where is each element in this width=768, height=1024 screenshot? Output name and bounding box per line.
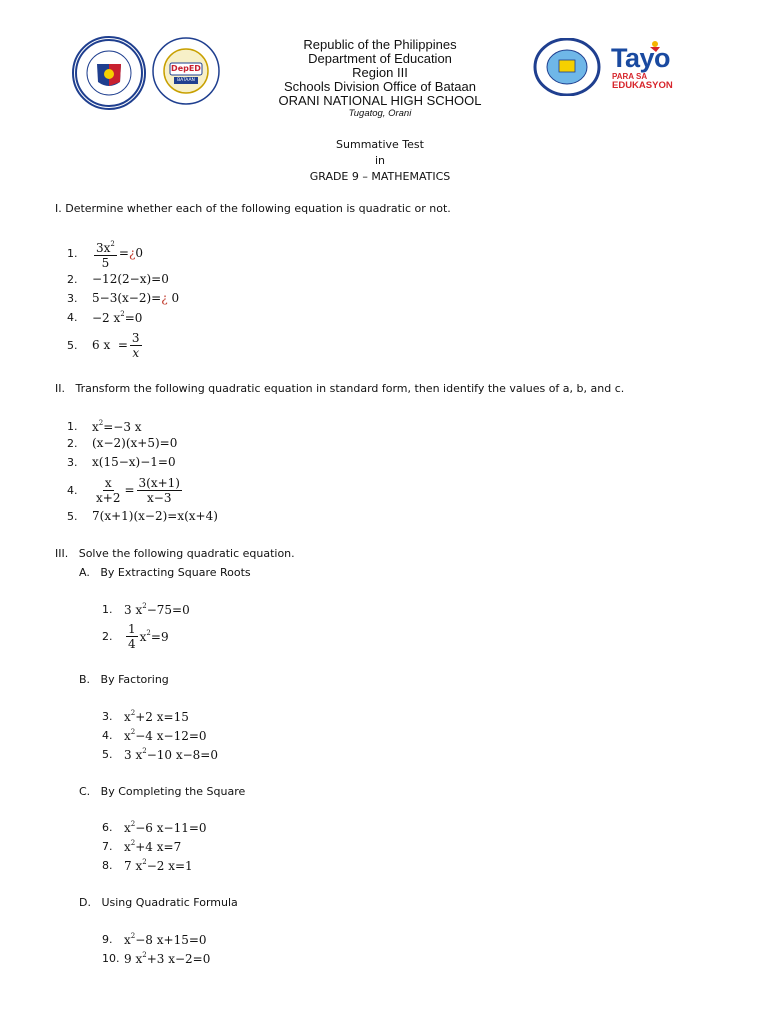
rest: −4 x−12=0	[135, 729, 207, 743]
fraction-left	[94, 476, 122, 505]
exponent: 2	[146, 628, 151, 637]
equation	[92, 419, 142, 434]
numerator: 3x	[96, 240, 111, 255]
part2-instruction: II. Transform the following quadratic equation in standard form, then identify the values of a, b, and c.	[55, 382, 625, 395]
exponent: 2	[98, 419, 104, 427]
rest: +3 x−2=0	[146, 952, 211, 966]
fraction	[130, 331, 142, 360]
item-number: 1.	[67, 420, 78, 433]
lhs: 6 x =	[92, 338, 128, 352]
fraction	[126, 622, 138, 651]
title-line2: in	[374, 154, 386, 167]
term: x	[124, 821, 131, 835]
item-number: 5.	[67, 338, 78, 352]
term: x	[124, 729, 131, 743]
header-line4: Schools Division Office of Bataan	[284, 79, 476, 94]
fraction	[94, 237, 117, 270]
part3-item-7	[102, 839, 181, 854]
numerator: x	[104, 475, 112, 490]
denominator: x+2	[96, 490, 121, 505]
part1-item-5	[67, 330, 144, 360]
tayo-sub2: EDUKASYON	[612, 80, 673, 91]
item-number: 3.	[67, 455, 78, 469]
header-address: Tugatog, Orani	[348, 108, 412, 119]
part3-item-2	[102, 620, 169, 652]
item-number: 7.	[102, 840, 113, 853]
item-number: 4.	[102, 729, 113, 742]
item-number: 4.	[67, 483, 78, 497]
term: 3 x	[124, 603, 143, 617]
letterhead	[230, 38, 530, 120]
rest: =−3 x	[103, 420, 142, 434]
tayo-logo	[610, 38, 700, 90]
item-number: 8.	[102, 859, 113, 872]
rest: −8 x+15=0	[135, 933, 207, 947]
equation	[124, 709, 189, 724]
exponent: 2	[130, 932, 136, 940]
part3-item-9	[102, 932, 207, 947]
equation	[140, 629, 169, 644]
rest: −6 x−11=0	[135, 821, 207, 835]
term: x	[124, 933, 131, 947]
rest: =0	[124, 311, 143, 325]
header-line5: ORANI NATIONAL HIGH SCHOOL	[278, 93, 482, 108]
item-number: 1.	[67, 246, 78, 260]
equation-rest	[119, 246, 143, 260]
part2-item-3	[67, 455, 176, 469]
equation	[92, 291, 179, 305]
term: x	[139, 629, 147, 644]
part3-item-4	[102, 728, 207, 743]
exponent: 2	[130, 709, 136, 717]
header-line1: Republic of the Philippines	[303, 37, 457, 52]
denominator: 4	[128, 636, 136, 651]
header-line2: Department of Education	[308, 51, 452, 66]
part2-item-2	[67, 436, 177, 450]
part1-instruction: I. Determine whether each of the following equation is quadratic or not.	[55, 202, 451, 215]
rest: −2 x=1	[146, 859, 193, 873]
exponent: 2	[120, 310, 125, 318]
equation	[124, 839, 181, 854]
title-line1: Summative Test	[336, 138, 424, 151]
equation	[124, 858, 193, 873]
deped-seal-logo	[72, 36, 146, 110]
part1-item-3	[67, 291, 179, 305]
equation	[124, 728, 207, 743]
term: 3 x	[124, 748, 143, 762]
item-number: 9.	[102, 933, 113, 946]
exponent: 2	[142, 747, 147, 755]
item-number: 3.	[67, 291, 78, 305]
deped-bataan-logo	[152, 37, 220, 105]
equation	[124, 951, 210, 966]
fraction-right	[137, 476, 182, 505]
exponent: 2	[110, 239, 115, 248]
item-number: 2.	[67, 436, 78, 450]
rest: −75=0	[146, 603, 190, 617]
equation-lhs: 5−3(x−2)=	[92, 291, 162, 305]
part3-item-5	[102, 747, 218, 762]
item-number: 3.	[102, 710, 113, 723]
exponent: 2	[142, 858, 147, 866]
rest: +2 x=15	[135, 710, 189, 724]
rest: −10 x−8=0	[146, 748, 218, 762]
equation	[124, 747, 218, 762]
term: −2 x	[92, 311, 121, 325]
part1-item-2	[67, 272, 169, 286]
item-number: 5.	[67, 509, 78, 523]
exponent: 2	[130, 820, 136, 828]
equation	[92, 310, 142, 325]
title-line3: GRADE 9 – MATHEMATICS	[309, 170, 451, 183]
part3-item-8	[102, 858, 193, 873]
equation: (x−2)(x+5)=0	[92, 436, 178, 450]
part2-item-1	[67, 419, 142, 434]
item-number: 10.	[102, 952, 120, 965]
part3-item-10	[102, 951, 210, 966]
part3-item-6	[102, 820, 207, 835]
bataan-label: BATAAN	[177, 78, 195, 83]
item-number: 6.	[102, 821, 113, 834]
part1-item-4	[67, 310, 142, 325]
rhs: 0	[167, 291, 180, 305]
part3-b-label: B. By Factoring	[79, 673, 169, 686]
part2-item-4	[67, 474, 184, 506]
exponent: 2	[142, 602, 147, 610]
equation	[124, 932, 207, 947]
term: x	[124, 710, 131, 724]
broken-glyph: ¿	[128, 246, 136, 260]
term: 7 x	[124, 859, 143, 873]
numerator: 3(x+1)	[138, 475, 180, 490]
school-seal-logo	[533, 38, 601, 96]
part3-item-1	[102, 602, 190, 617]
equation	[124, 602, 190, 617]
exponent: 2	[142, 951, 147, 959]
term: 9 x	[124, 952, 143, 966]
equation: 7(x+1)(x−2)=x(x+4)	[92, 509, 218, 523]
rest: +4 x=7	[135, 840, 182, 854]
item-number: 2.	[67, 272, 78, 286]
item-number: 2.	[102, 629, 113, 643]
item-number: 4.	[67, 311, 78, 324]
part3-instruction: III. Solve the following quadratic equation.	[55, 547, 295, 560]
part3-a-label: A. By Extracting Square Roots	[79, 566, 251, 579]
rest: =9	[150, 629, 169, 644]
broken-glyph: ¿	[161, 291, 168, 305]
item-number: 5.	[102, 748, 113, 761]
equals: =	[124, 483, 135, 497]
denominator: x	[132, 345, 140, 360]
part2-item-5	[67, 509, 218, 523]
part3-c-label: C. By Completing the Square	[79, 785, 246, 798]
header-line3: Region III	[352, 65, 408, 80]
term: x	[92, 420, 99, 434]
part3-d-label: D. Using Quadratic Formula	[79, 896, 238, 909]
tayo-sub1: PARA SA	[612, 72, 648, 81]
exponent: 2	[130, 728, 136, 736]
equation	[124, 820, 207, 835]
denominator: 5	[101, 255, 110, 270]
part3-item-3	[102, 709, 189, 724]
numerator: 1	[128, 621, 136, 636]
equation: x(15−x)−1=0	[92, 455, 176, 469]
item-number: 1.	[102, 603, 113, 616]
exponent: 2	[130, 839, 136, 847]
term: x	[124, 840, 131, 854]
numerator: 3	[131, 330, 140, 345]
part1-item-1	[67, 238, 143, 268]
test-title	[230, 137, 530, 185]
tayo-main-text: Tayo	[611, 43, 671, 73]
deped-badge-text: DepED	[171, 64, 201, 73]
rhs: 0	[135, 246, 144, 260]
equals: =	[118, 246, 129, 260]
denominator: x−3	[147, 490, 172, 505]
equation: −12(2−x)=0	[92, 272, 169, 286]
